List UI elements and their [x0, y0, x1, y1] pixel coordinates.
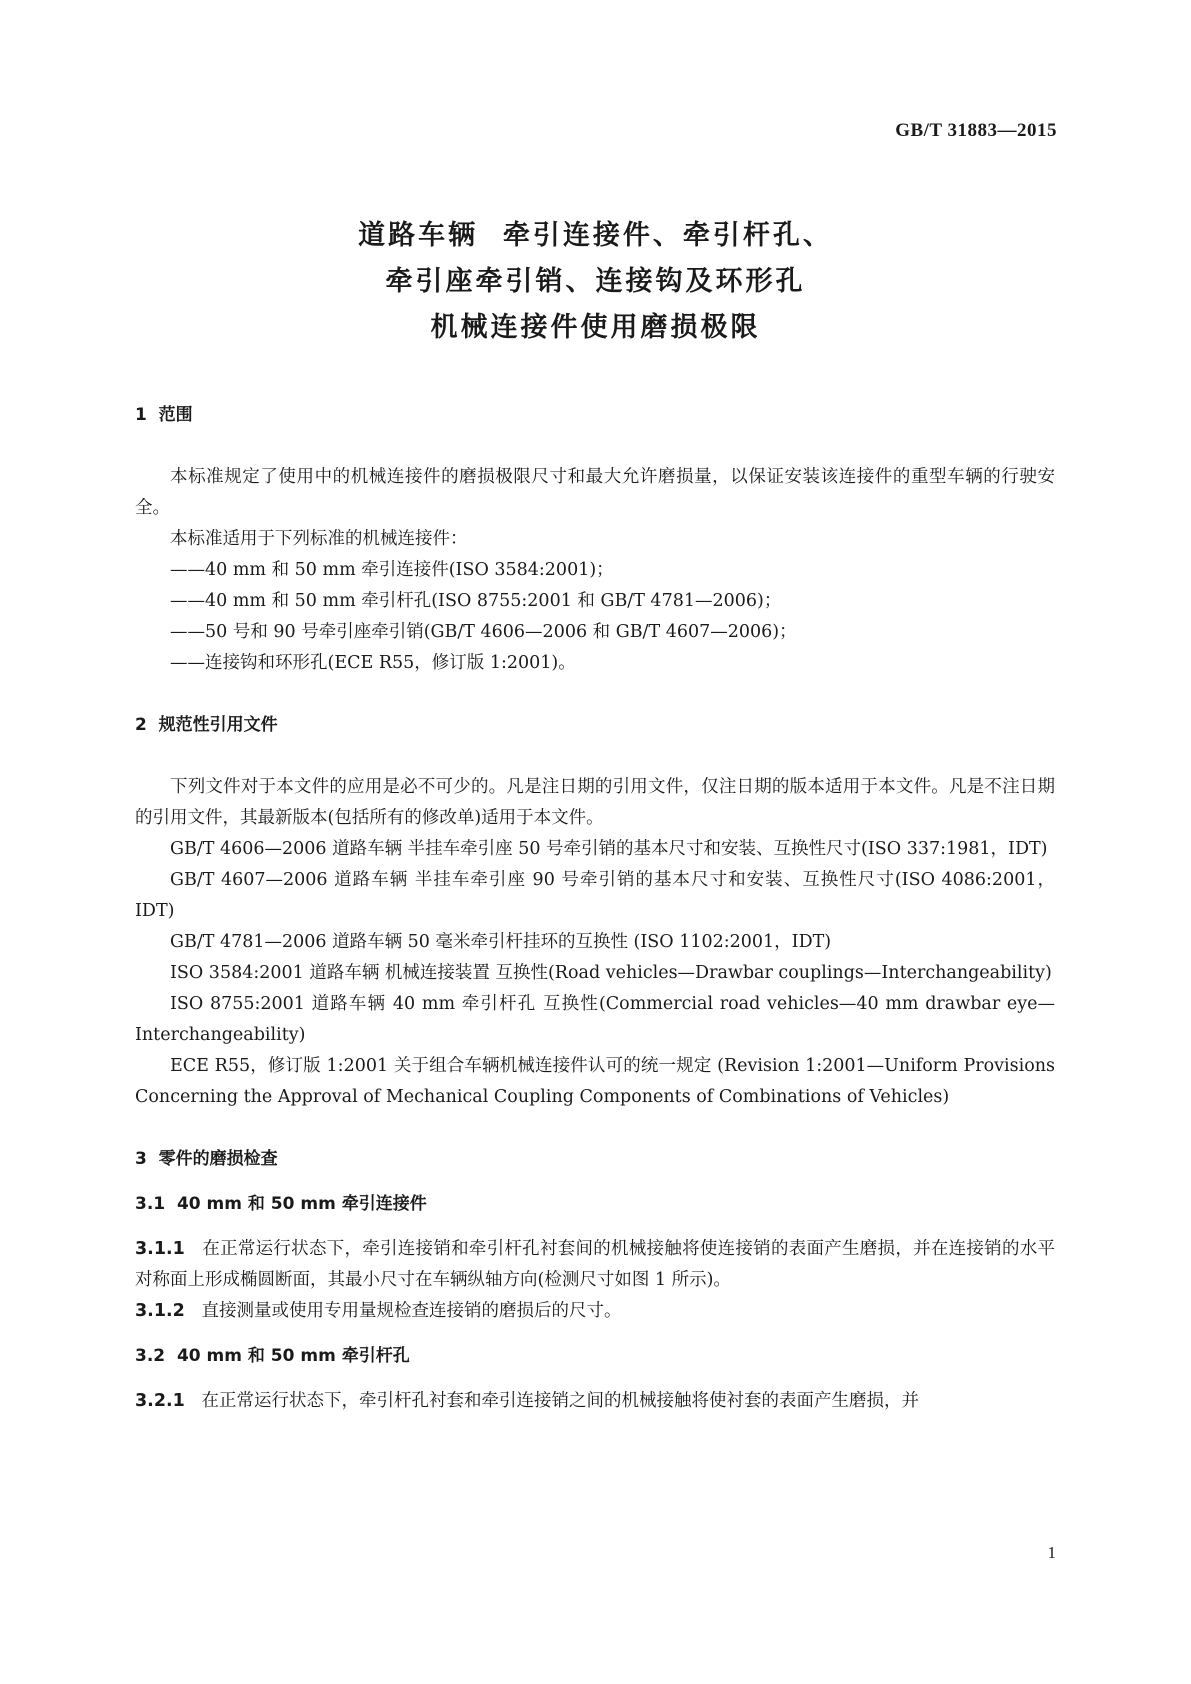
- subsection-3-2-heading: 3.2 40 mm 和 50 mm 牵引杆孔: [135, 1346, 410, 1366]
- reference-entry: GB/T 4781—2006 道路车辆 50 毫米牵引杆挂环的互换性 (ISO 1102:2001，IDT): [170, 932, 832, 952]
- page-number: 1: [1047, 1543, 1056, 1562]
- clause-3-2-1: [135, 1386, 1055, 1417]
- document-title: [0, 213, 1191, 351]
- clause-text: 在正常运行状态下，牵引连接销和牵引杆孔衬套间的机械接触将使连接销的表面产生磨损，并在连接销的水平对称面上形成椭圆断面，其最小尺寸在车辆纵轴方向(检测尺寸如图 1 所示)。: [135, 1239, 1055, 1290]
- clause-3-1-1: [135, 1234, 1055, 1296]
- title-line-3: 机械连接件使用磨损极限: [430, 312, 761, 343]
- list-item: ——连接钩和环形孔(ECE R55，修订版 1:2001)。: [170, 653, 576, 673]
- section-1-paragraph-2: 本标准适用于下列标准的机械连接件：: [170, 529, 468, 549]
- section-1-paragraph-1: 本标准规定了使用中的机械连接件的磨损极限尺寸和最大允许磨损量，以保证安装该连接件的重型车辆的行驶安全。: [135, 467, 1055, 518]
- clause-3-1-2: [135, 1296, 1055, 1327]
- clause-number: 3.2.1: [135, 1391, 185, 1411]
- reference-entry: ECE R55，修订版 1:2001 关于组合车辆机械连接件认可的统一规定 (Revision 1:2001—Uniform Provisions Concerning the Approval of Mechanical Coupling Components of Combinations of Vehicles): [135, 1056, 1055, 1107]
- clause-number: 3.1.2: [135, 1301, 185, 1321]
- list-item: ——40 mm 和 50 mm 牵引连接件(ISO 3584:2001)；: [170, 560, 614, 580]
- subsection-3-1-heading: 3.1 40 mm 和 50 mm 牵引连接件: [135, 1194, 427, 1214]
- reference-entry: GB/T 4607—2006 道路车辆 半挂车牵引座 90 号牵引销的基本尺寸和安装、互换性尺寸(ISO 4086:2001，IDT): [135, 870, 1055, 921]
- standard-code: GB/T 31883—2015: [895, 120, 1057, 141]
- clause-text: 直接测量或使用专用量规检查连接销的磨损后的尺寸。: [201, 1301, 622, 1321]
- title-line-1: 道路车辆 牵引连接件、牵引杆孔、: [358, 220, 833, 251]
- document-body: [135, 400, 1055, 1417]
- section-1-heading: 1 范围: [135, 405, 193, 425]
- list-item: ——40 mm 和 50 mm 牵引杆孔(ISO 8755:2001 和 GB/T 4781—2006)；: [170, 591, 782, 611]
- clause-number: 3.1.1: [135, 1239, 185, 1259]
- section-3-heading: 3 零件的磨损检查: [135, 1149, 278, 1169]
- clause-text: 在正常运行状态下，牵引杆孔衬套和牵引连接销之间的机械接触将使衬套的表面产生磨损，并: [201, 1391, 920, 1411]
- reference-entry: ISO 3584:2001 道路车辆 机械连接装置 互换性(Road vehicles—Drawbar couplings—Interchangeability): [170, 963, 1052, 983]
- title-line-2: 牵引座牵引销、连接钩及环形孔: [385, 266, 806, 297]
- list-item: ——50 号和 90 号牵引座牵引销(GB/T 4606—2006 和 GB/T 4607—2006)；: [170, 622, 797, 642]
- reference-entry: ISO 8755:2001 道路车辆 40 mm 牵引杆孔 互换性(Commercial road vehicles—40 mm drawbar eye—Interchangeability): [135, 994, 1055, 1045]
- reference-entry: GB/T 4606—2006 道路车辆 半挂车牵引座 50 号牵引销的基本尺寸和安装、互换性尺寸(ISO 337:1981，IDT): [170, 839, 1048, 859]
- section-2-intro: 下列文件对于本文件的应用是必不可少的。凡是注日期的引用文件，仅注日期的版本适用于本文件。凡是不注日期的引用文件，其最新版本(包括所有的修改单)适用于本文件。: [135, 777, 1055, 828]
- section-2-heading: 2 规范性引用文件: [135, 715, 278, 735]
